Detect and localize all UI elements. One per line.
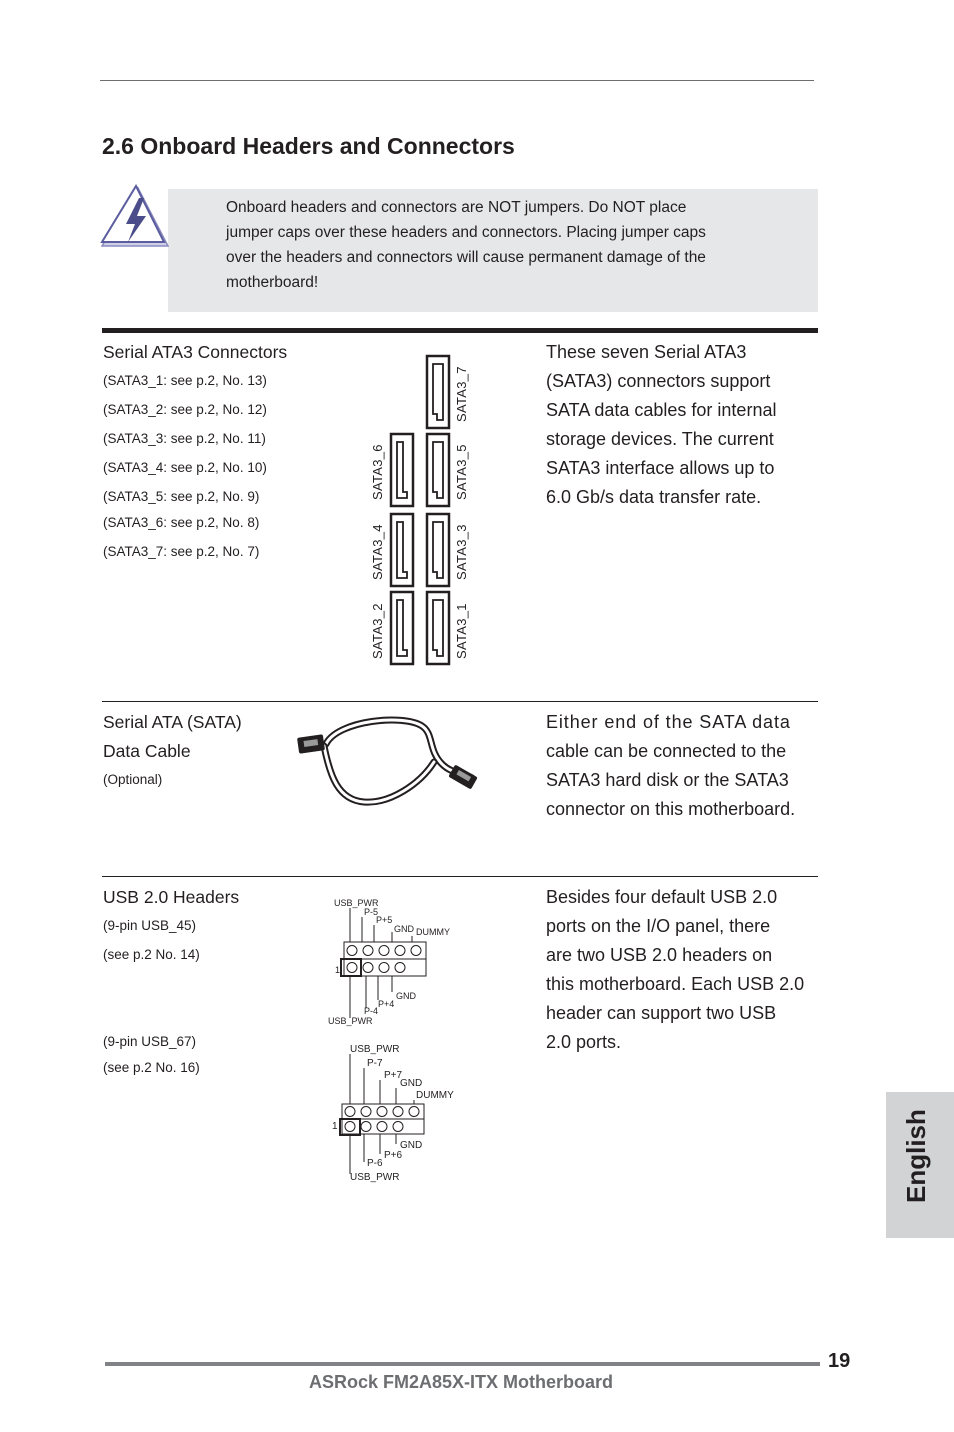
warning-line: jumper caps over these headers and connectors. Placing jumper caps	[226, 224, 706, 241]
usb45-gnd-top: GND	[394, 924, 414, 934]
footer-rule	[105, 1362, 820, 1366]
section-divider	[102, 701, 818, 702]
sata3-ref: (SATA3_4: see p.2, No. 10)	[103, 460, 267, 475]
usb67-gnd-bot: GND	[400, 1140, 423, 1151]
usb-headers-title: USB 2.0 Headers	[103, 887, 240, 907]
usb45-ref: (see p.2 No. 14)	[103, 947, 200, 962]
sata3-3-label: SATA3_3	[454, 524, 469, 580]
usb67-gnd-top: GND	[400, 1078, 423, 1089]
desc-line: are two USB 2.0 headers on	[546, 945, 773, 965]
desc-line: SATA data cables for internal	[546, 400, 777, 420]
usb45-gnd-bot: GND	[396, 991, 416, 1001]
language-side-tab-label: English	[901, 1109, 931, 1203]
section-title: 2.6 Onboard Headers and Connectors	[102, 133, 515, 159]
sata3-4-label: SATA3_4	[370, 524, 385, 580]
sata3-7-label: SATA3_7	[454, 366, 469, 422]
usb45-pin-diagram	[326, 894, 456, 1028]
warning-triangle-lightning-icon	[98, 184, 170, 259]
sata3-6-label: SATA3_6	[370, 444, 385, 500]
usb67-pin-diagram	[330, 1038, 464, 1184]
usb45-pin1: 1	[335, 965, 341, 975]
sata3-5-label: SATA3_5	[454, 444, 469, 500]
sata3-3-connector	[427, 514, 449, 586]
sata3-connector-diagram	[385, 352, 465, 670]
sata-cable-title-2: Data Cable	[103, 741, 191, 761]
desc-line: SATA3 interface allows up to	[546, 458, 775, 478]
sata3-ref: (SATA3_5: see p.2, No. 9)	[103, 489, 260, 504]
warning-text	[226, 195, 751, 295]
desc-line: SATA3 hard disk or the SATA3	[546, 770, 789, 790]
desc-line: header can support two USB	[546, 1003, 777, 1023]
desc-line: Besides four default USB 2.0	[546, 887, 778, 907]
sata3-title: Serial ATA3 Connectors	[103, 342, 288, 362]
sata3-1-connector	[427, 592, 449, 664]
usb45-dummy: DUMMY	[416, 927, 450, 937]
section-divider	[102, 876, 818, 877]
warning-line: over the headers and connectors will cause permanent damage of the	[226, 249, 706, 266]
usb67-p-minus: P-7	[367, 1058, 383, 1069]
desc-line: 2.0 ports.	[546, 1032, 622, 1052]
desc-line: connector on this motherboard.	[546, 799, 796, 819]
usb67-usb-pwr-bot: USB_PWR	[350, 1172, 400, 1183]
sata3-4-connector	[391, 514, 413, 586]
desc-line: These seven Serial ATA3	[546, 342, 747, 362]
sata-cable-description	[546, 708, 820, 824]
usb45-p-plus: P+5	[376, 915, 393, 925]
warning-line: Onboard headers and connectors are NOT jumpers. Do NOT place	[226, 199, 687, 216]
usb67-p-plus-bot: P+6	[384, 1150, 403, 1161]
footer-product-name: ASRock FM2A85X-ITX Motherboard	[309, 1372, 614, 1392]
usb67-pin1: 1	[332, 1121, 338, 1132]
usb45-p-minus: P-5	[364, 907, 379, 917]
usb67-usb-pwr-top: USB_PWR	[350, 1044, 400, 1055]
desc-line: 6.0 Gb/s data transfer rate.	[546, 487, 762, 507]
sata3-ref: (SATA3_1: see p.2, No. 13)	[103, 373, 267, 388]
sata3-7-connector	[427, 356, 449, 428]
sata3-5-connector	[427, 434, 449, 506]
sata-cable-optional-note: (Optional)	[103, 772, 163, 787]
usb45-p-minus-bot: P-4	[364, 1006, 379, 1016]
sata3-2-connector	[391, 592, 413, 664]
usb45-p-plus-bot: P+4	[378, 999, 395, 1009]
warning-line: motherboard!	[226, 274, 319, 291]
usb-description	[546, 883, 820, 1057]
top-rule	[100, 80, 814, 81]
usb67-p-plus: P+7	[384, 1070, 403, 1081]
sata3-ref: (SATA3_7: see p.2, No. 7)	[103, 544, 260, 559]
usb67-pins: (9-pin USB_67)	[103, 1034, 197, 1049]
sata-cable-title: Serial ATA (SATA)	[103, 712, 242, 732]
desc-line: (SATA3) connectors support	[546, 371, 771, 391]
sata3-6-connector	[391, 434, 413, 506]
sata3-1-label: SATA3_1	[454, 603, 469, 659]
section-divider-thick	[102, 328, 818, 333]
sata3-description	[546, 338, 820, 512]
usb45-pins: (9-pin USB_45)	[103, 918, 197, 933]
usb45-usb-pwr-bot: USB_PWR	[328, 1016, 373, 1026]
sata-cable-image	[294, 716, 486, 808]
sata-cable-plug-left	[297, 734, 325, 753]
desc-line: this motherboard. Each USB 2.0	[546, 974, 805, 994]
sata3-ref: (SATA3_2: see p.2, No. 12)	[103, 402, 267, 417]
sata3-2-label: SATA3_2	[370, 603, 385, 659]
desc-line: Either end of the SATA data	[546, 712, 791, 732]
usb45-usb-pwr-top: USB_PWR	[334, 898, 379, 908]
desc-line: ports on the I/O panel, there	[546, 916, 771, 936]
sata3-ref: (SATA3_6: see p.2, No. 8)	[103, 515, 260, 530]
page-number: 19	[828, 1350, 851, 1372]
desc-line: storage devices. The current	[546, 429, 774, 449]
usb67-p-minus-bot: P-6	[367, 1158, 383, 1169]
sata3-ref: (SATA3_3: see p.2, No. 11)	[103, 431, 266, 446]
usb67-dummy: DUMMY	[416, 1090, 454, 1101]
desc-line: cable can be connected to the	[546, 741, 787, 761]
usb67-ref: (see p.2 No. 16)	[103, 1060, 200, 1075]
